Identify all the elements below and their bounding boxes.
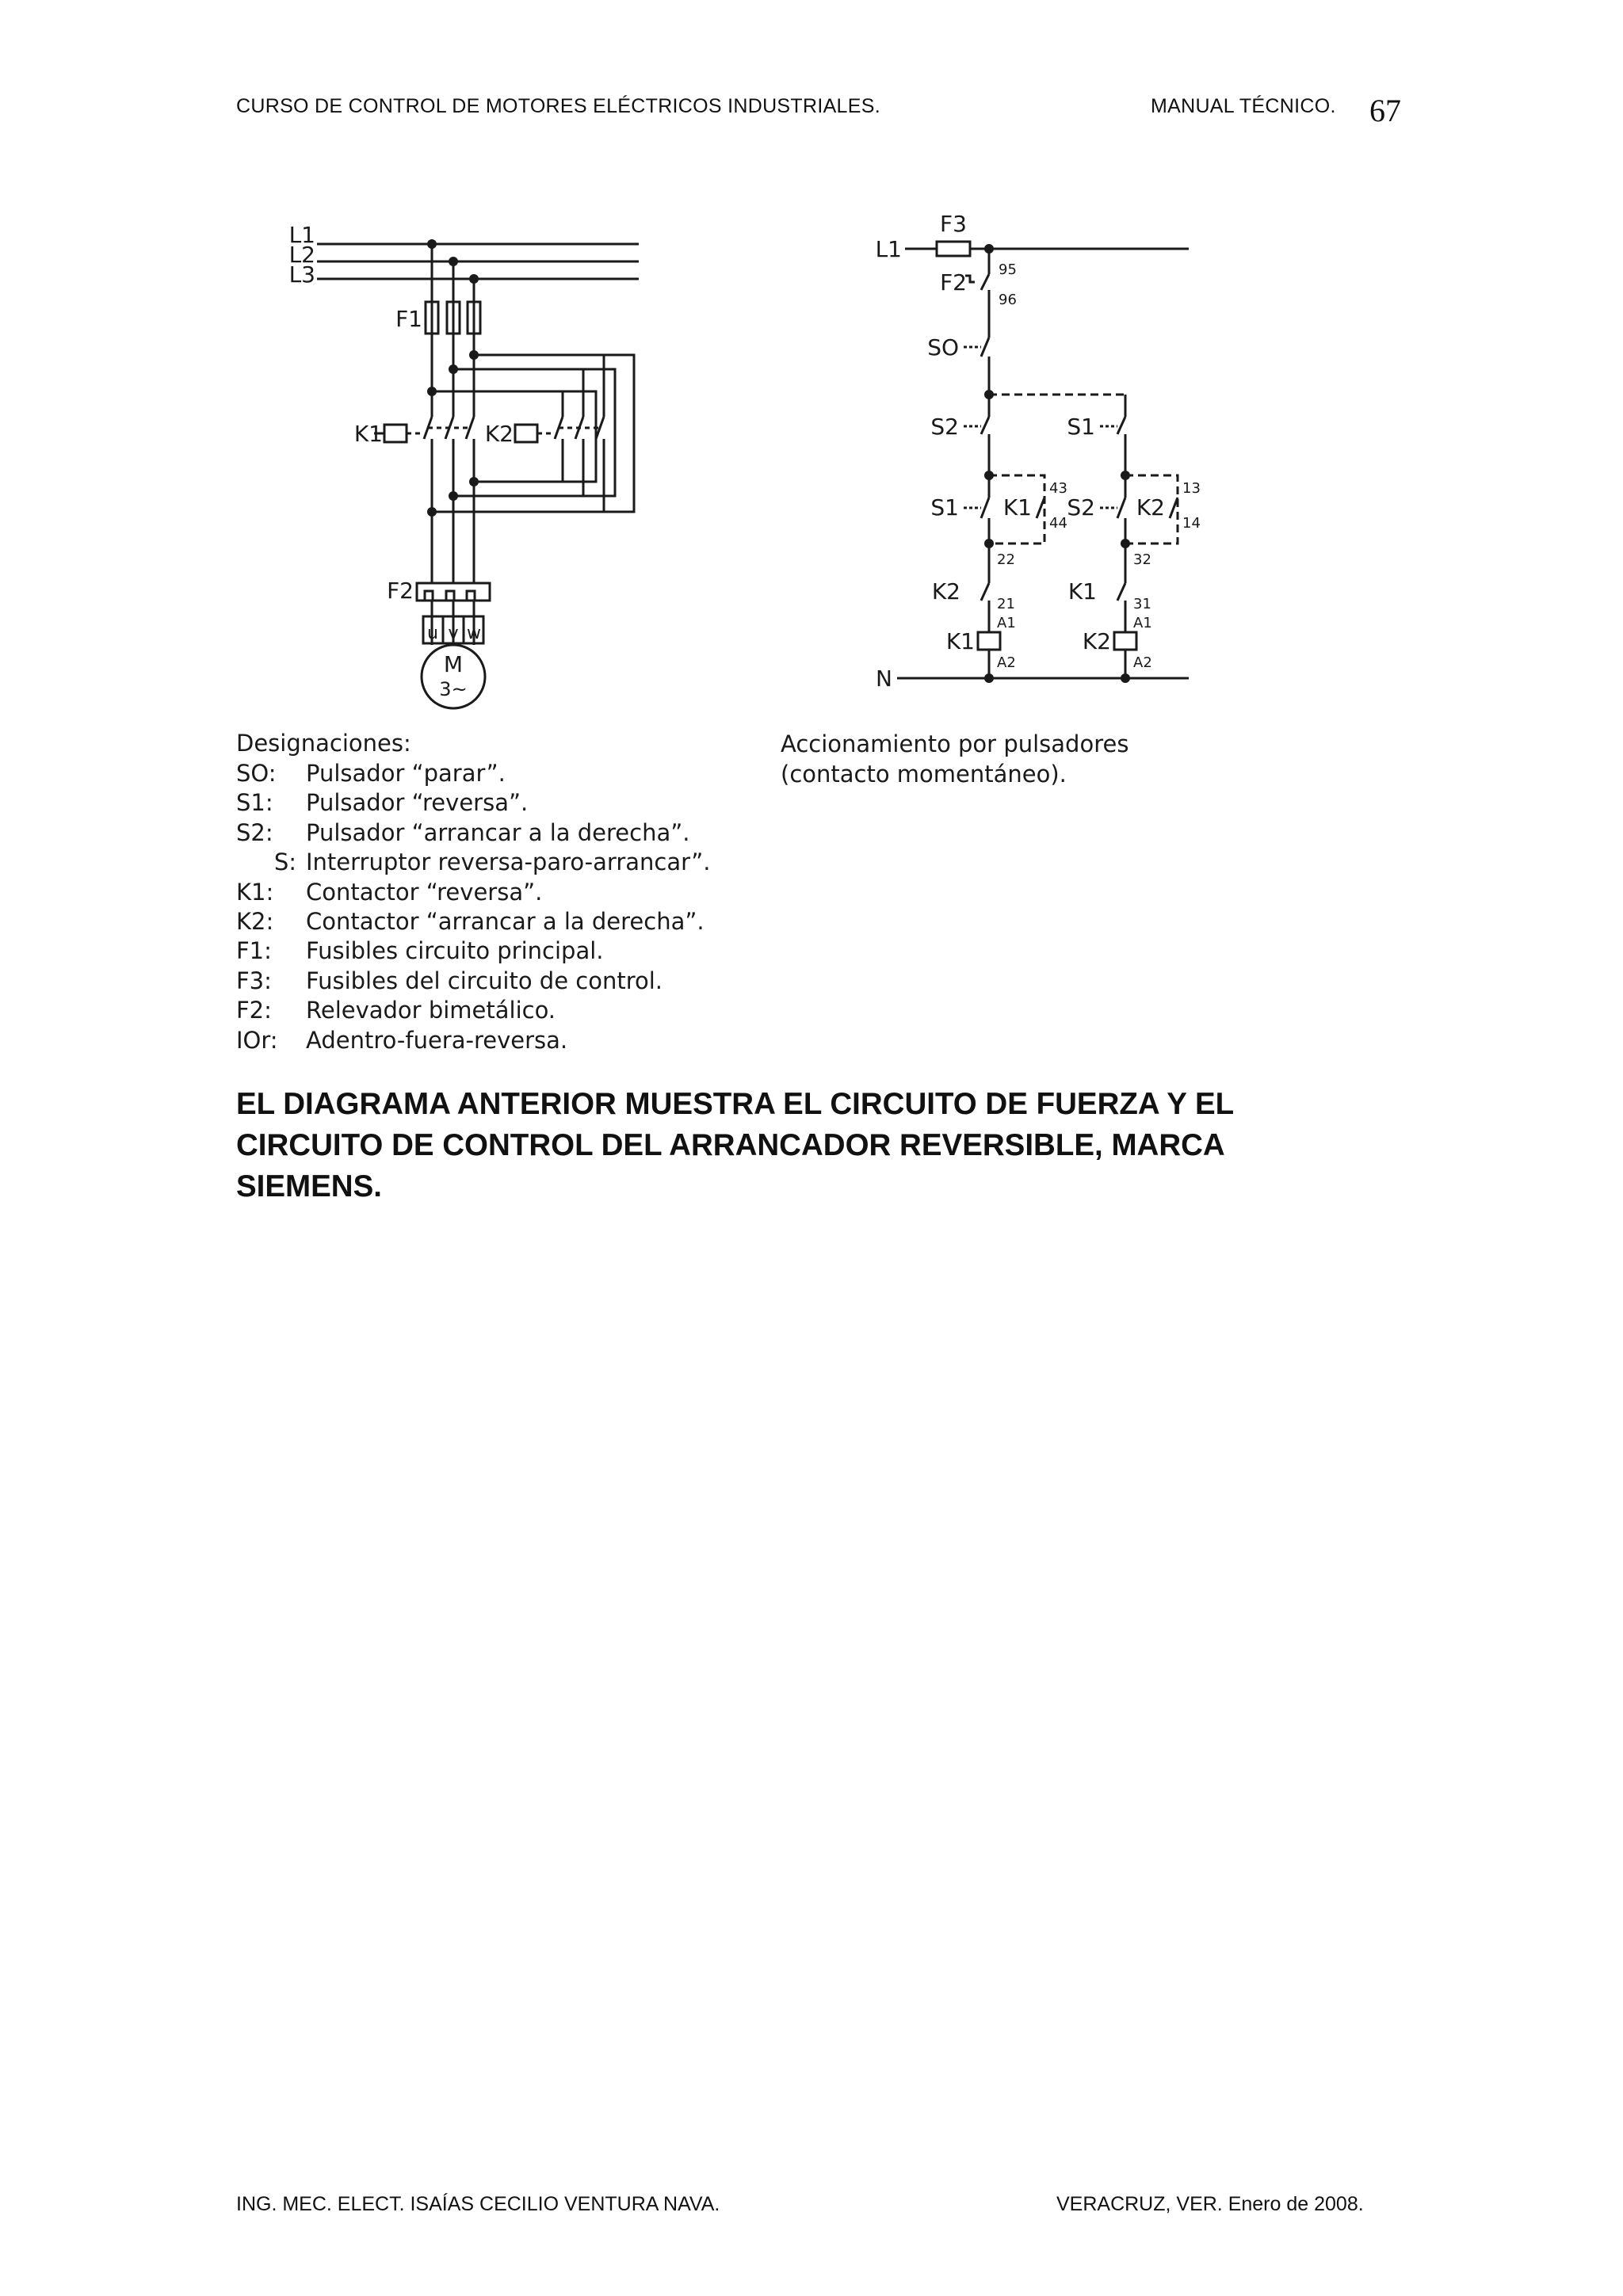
legend-code: S: xyxy=(273,849,296,876)
legend-code: IOr: xyxy=(236,1026,278,1054)
motor-phase-label: 3~ xyxy=(439,678,468,700)
actuation-note xyxy=(781,729,1128,789)
legend-text: Fusibles circuito principal. xyxy=(306,937,604,965)
terminal-a1-left: A1 xyxy=(997,615,1016,631)
legend-row xyxy=(236,788,711,818)
legend-code: K1: xyxy=(236,878,274,906)
control-supply-label: L1 xyxy=(875,236,902,262)
k2-interlock-label: K2 xyxy=(931,578,960,605)
legend-text: Contactor “arrancar a la derecha”. xyxy=(306,907,705,935)
terminal-21: 21 xyxy=(997,596,1015,612)
k1-hold-label: K1 xyxy=(1002,494,1032,521)
legend-text: Fusibles del circuito de control. xyxy=(306,967,663,994)
footer-place-date: VERACRUZ, VER. Enero de 2008. xyxy=(1056,2193,1364,2215)
k1-coil-control-label: K1 xyxy=(945,628,975,654)
legend-code: K2: xyxy=(236,907,274,935)
caption-line-3: SIEMENS. xyxy=(236,1169,382,1203)
terminal-13: 13 xyxy=(1182,480,1201,497)
terminal-31: 31 xyxy=(1133,596,1151,612)
terminal-a2-right: A2 xyxy=(1133,654,1152,671)
legend-code: S1: xyxy=(236,789,273,817)
terminal-w: w xyxy=(467,624,481,643)
neutral-label: N xyxy=(876,666,892,692)
legend-title: Designaciones: xyxy=(236,730,411,757)
legend-code: F3: xyxy=(236,967,272,994)
legend-text: Pulsador “reversa”. xyxy=(306,789,529,817)
legend-row xyxy=(236,848,711,877)
actuation-line-2: (contacto momentáneo). xyxy=(781,761,1067,788)
legend-row xyxy=(236,936,711,966)
power-line-l1: L1 xyxy=(288,222,315,248)
legend-text: Relevador bimetálico. xyxy=(306,997,556,1024)
terminal-32: 32 xyxy=(1133,551,1151,568)
terminal-a1-right: A1 xyxy=(1133,615,1152,631)
control-circuit xyxy=(897,242,1189,678)
legend-row xyxy=(236,759,711,788)
legend-row xyxy=(236,818,711,848)
terminal-v: v xyxy=(448,624,459,643)
legend-row xyxy=(236,996,711,1025)
s2-interlock-label: S2 xyxy=(1067,494,1095,521)
actuation-line-1: Accionamiento por pulsadores xyxy=(781,730,1129,757)
k1-coil-label: K1 xyxy=(353,421,383,447)
header-manual: MANUAL TÉCNICO. xyxy=(1151,95,1336,117)
legend-text: Pulsador “parar”. xyxy=(306,760,506,787)
legend-row xyxy=(236,878,711,907)
control-labels xyxy=(876,211,1201,692)
footer-author: ING. MEC. ELECT. ISAÍAS CECILIO VENTURA NAVA. xyxy=(236,2193,720,2215)
legend-row xyxy=(236,967,711,996)
caption-line-2: CIRCUITO DE CONTROL DEL ARRANCADOR REVERSIBLE, MARCA xyxy=(236,1128,1225,1162)
terminal-u: u xyxy=(427,624,438,643)
legend-row xyxy=(236,1026,711,1055)
legend-text: Contactor “reversa”. xyxy=(306,878,543,906)
header-title: CURSO DE CONTROL DE MOTORES ELÉCTRICOS INDUSTRIALES. xyxy=(236,95,880,117)
k2-coil-label: K2 xyxy=(484,421,514,447)
legend-code: F1: xyxy=(236,937,272,965)
power-labels xyxy=(289,222,514,700)
terminal-44: 44 xyxy=(1049,515,1067,532)
legend-code: S2: xyxy=(236,818,273,846)
power-line-l3: L3 xyxy=(288,261,315,288)
legend-code: F2: xyxy=(236,997,272,1024)
k2-hold-label: K2 xyxy=(1136,494,1165,521)
figure-caption xyxy=(236,1084,1403,1207)
designations-legend xyxy=(236,729,711,1055)
fuse-f1-label: F1 xyxy=(395,306,422,332)
legend-code: SO: xyxy=(236,760,277,787)
s1-interlock-label: S1 xyxy=(930,494,959,521)
terminal-96: 96 xyxy=(999,292,1017,308)
terminal-14: 14 xyxy=(1182,515,1201,532)
legend-text: Adentro-fuera-reversa. xyxy=(306,1026,568,1054)
stop-pb-label: SO xyxy=(927,334,959,360)
control-overload-label: F2 xyxy=(940,269,967,296)
page-number: 67 xyxy=(1369,93,1401,128)
legend-row xyxy=(236,907,711,936)
terminal-22: 22 xyxy=(997,551,1015,568)
terminal-95: 95 xyxy=(999,261,1017,278)
schematic-svg xyxy=(230,187,1252,742)
s1-start-label: S1 xyxy=(1067,414,1095,440)
k2-coil-control-label: K2 xyxy=(1082,628,1111,654)
fuse-f3-label: F3 xyxy=(940,211,967,237)
overload-f2-label: F2 xyxy=(387,578,414,604)
terminal-43: 43 xyxy=(1049,480,1067,497)
legend-text: Pulsador “arrancar a la derecha”. xyxy=(306,818,690,846)
legend-text: Interruptor reversa-paro-arrancar”. xyxy=(306,849,711,876)
motor-label: M xyxy=(443,651,464,677)
power-line-l2: L2 xyxy=(288,242,315,268)
terminal-a2-left: A2 xyxy=(997,654,1016,671)
caption-line-1: EL DIAGRAMA ANTERIOR MUESTRA EL CIRCUITO DE FUERZA Y EL xyxy=(236,1087,1235,1121)
k1-interlock-label: K1 xyxy=(1067,578,1097,605)
s2-start-label: S2 xyxy=(930,414,959,440)
